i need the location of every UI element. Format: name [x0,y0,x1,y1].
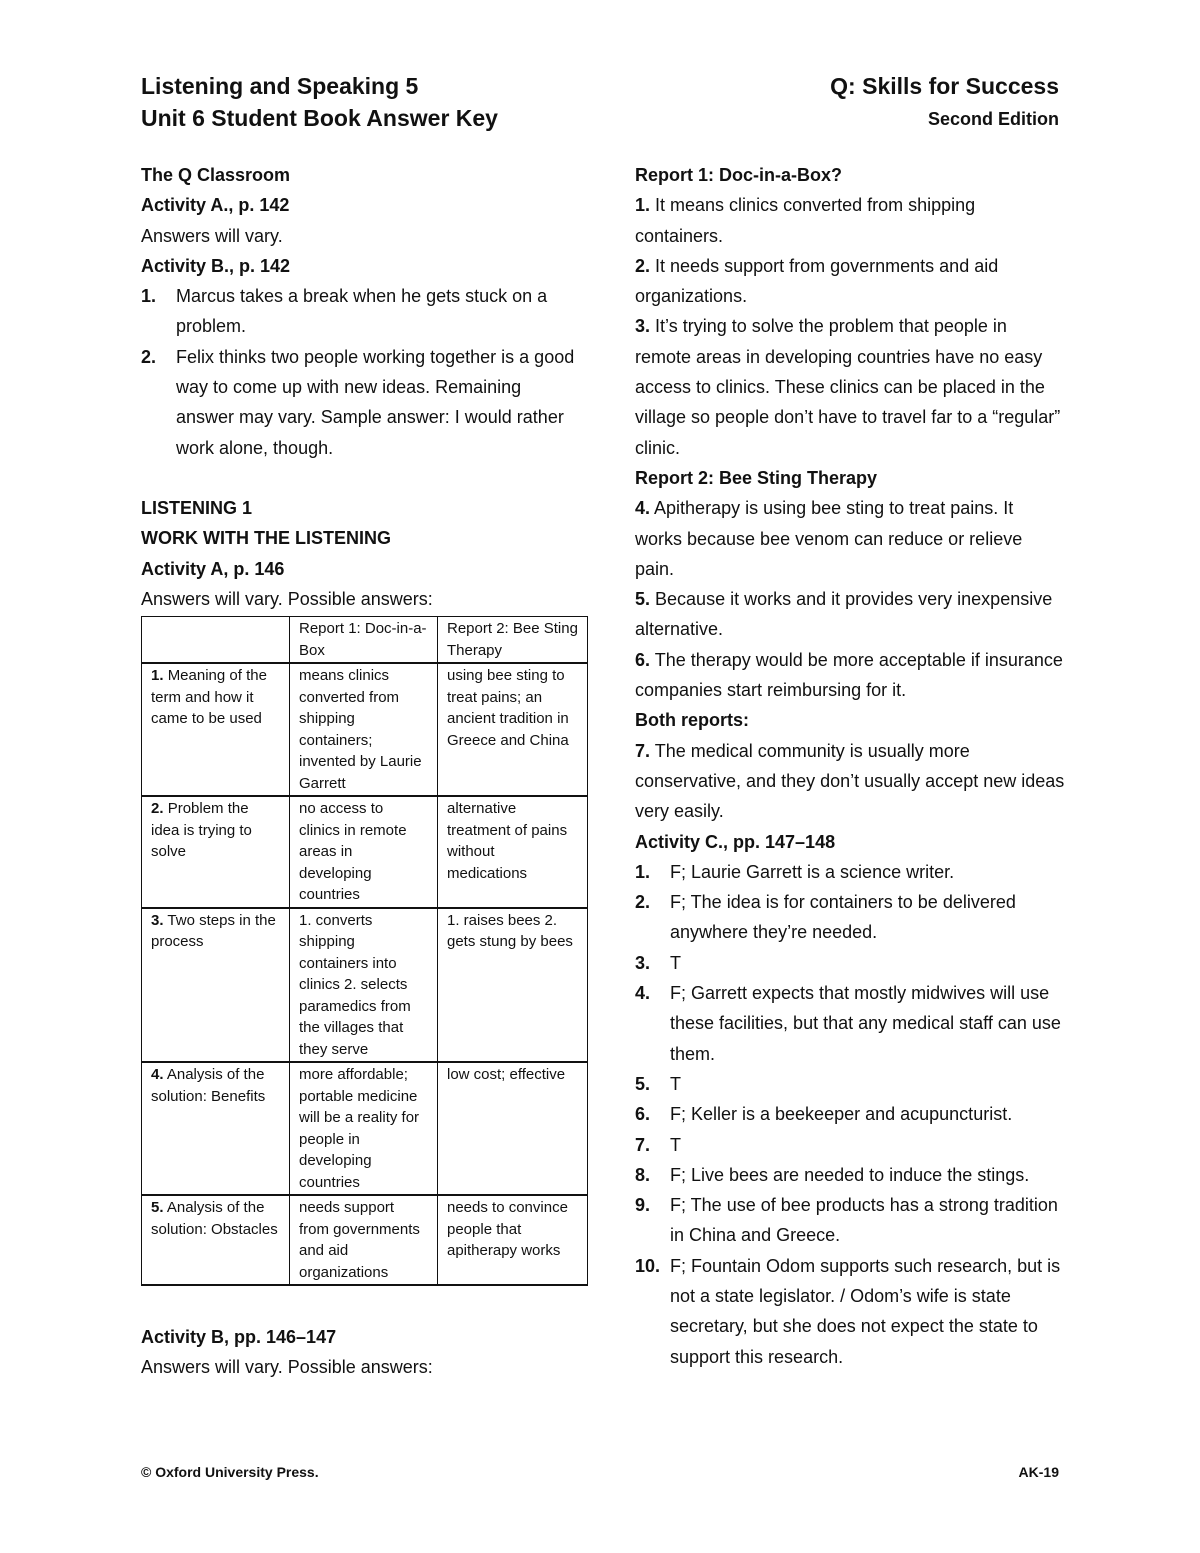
true-false-list [635,857,1065,1372]
answer-paragraph: 2. It needs support from governments and aid organizations. [635,255,999,307]
answer-paragraph: 6. The therapy would be more acceptable if insurance companies start reimbursing for it. [635,649,1063,701]
table-cell: means clinics converted from shipping containers; invented by Laurie Garrett [290,663,438,796]
edition-label: Second Edition [927,109,1059,129]
section-heading: LISTENING 1 [141,497,253,518]
activity-heading: Activity A., p. 142 [141,195,290,216]
table-row [142,908,588,1063]
report-heading: Both reports: [635,710,749,731]
list-item: 7. T [635,1134,681,1155]
activity-text: Answers will vary. Possible answers: [141,1357,433,1378]
page-number: AK-19 [1018,1464,1059,1480]
unit-title: Unit 6 Student Book Answer Key [141,105,498,131]
list-item [141,342,581,463]
answer-list [141,281,581,463]
list-item: 8. F; Live bees are needed to induce the stings. [635,1164,1030,1185]
table-cell: needs support from governments and aid organizations [290,1195,438,1285]
activity-text: Answers will vary. Possible answers: [141,588,433,609]
report-heading: Report 2: Bee Sting Therapy [635,467,878,488]
item-number: 2. [141,346,157,367]
book-title: Listening and Speaking 5 [141,73,419,99]
section-subheading: WORK WITH THE LISTENING [141,528,391,549]
copyright-footer: © Oxford University Press. [141,1464,319,1480]
table-cell: no access to clinics in remote areas in developing countries [290,796,438,908]
table-cell: 4. Analysis of the solution: Benefits [142,1062,290,1195]
activity-heading: Activity B., p. 142 [141,255,291,276]
table-cell: 2. Problem the idea is trying to solve [142,796,290,908]
answer-paragraph: 7. The medical community is usually more conservative, and they don’t usually accept new ideas very easily. [635,740,1065,822]
list-item: 4. F; Garrett expects that mostly midwives will use these facilities, but that any medical staff can use them. [635,983,1061,1064]
table-header-cell: Report 2: Bee Sting Therapy [438,617,588,664]
right-column [635,160,1065,1372]
table-cell: 5. Analysis of the solution: Obstacles [142,1195,290,1285]
list-item: 1. F; Laurie Garrett is a science writer. [635,861,955,882]
report-heading: Report 1: Doc-in-a-Box? [635,165,842,185]
table-cell: 1. raises bees 2. gets stung by bees [438,908,588,1063]
activity-heading: Activity C., pp. 147–148 [635,831,836,852]
item-text: Marcus takes a break when he gets stuck on a problem. [176,286,548,337]
table-row [142,1062,588,1195]
answer-paragraph: 5. Because it works and it provides very inexpensive alternative. [635,589,1053,640]
table-cell: low cost; effective [438,1062,588,1195]
list-item [141,281,581,342]
table-cell: alternative treatment of pains without medications [438,796,588,908]
list-item: 5. T [635,1073,681,1094]
list-item: 10. F; Fountain Odom supports such research, but is not a state legislator. / Odom’s wife is state secretary, but she does not expect the state to support this research. [635,1255,1061,1367]
activity-heading: Activity A, p. 146 [141,558,285,579]
table-row [142,1195,588,1285]
activity-text: Answers will vary. [141,225,283,246]
answer-paragraph: 1. It means clinics converted from shipping containers. [635,195,976,246]
table-header-cell: Report 1: Doc-in-a-Box [290,617,438,664]
answer-table [141,616,588,1286]
list-item: 3. T [635,952,681,973]
list-item: 6. F; Keller is a beekeeper and acupuncturist. [635,1104,1013,1125]
activity-heading: Activity B, pp. 146–147 [141,1327,337,1348]
table-cell: needs to convince people that apitherapy works [438,1195,588,1285]
answer-paragraph: 3. It’s trying to solve the problem that people in remote areas in developing countries have no easy access to clinics. These clinics can be placed in the village so people don’t have to travel far to a “regular” clinic. [635,316,1061,458]
item-text: Felix thinks two people working together is a good way to come up with new ideas. Remaining answer may vary. Sample answer: I would rather work alone, though. [176,346,575,458]
table-header-row [142,617,588,664]
table-row [142,663,588,796]
table-cell: 1. Meaning of the term and how it came to be used [142,663,290,796]
list-item: 9. F; The use of bee products has a strong tradition in China and Greece. [635,1195,1058,1246]
table-header-cell [142,617,290,664]
answer-paragraph: 4. Apitherapy is using bee sting to treat pains. It works because bee venom can reduce or relieve pain. [635,498,1023,579]
table-cell: using bee sting to treat pains; an ancient tradition in Greece and China [438,663,588,796]
series-title: Q: Skills for Success [830,73,1059,99]
table-cell: 3. Two steps in the process [142,908,290,1063]
item-number: 1. [141,286,157,307]
left-column [141,160,581,1383]
table-cell: 1. converts shipping containers into clinics 2. selects paramedics from the villages that they serve [290,908,438,1063]
list-item: 2. F; The idea is for containers to be delivered anywhere they’re needed. [635,892,1016,943]
section-heading: The Q Classroom [141,165,291,185]
table-cell: more affordable; portable medicine will be a reality for people in developing countries [290,1062,438,1195]
table-row [142,796,588,908]
